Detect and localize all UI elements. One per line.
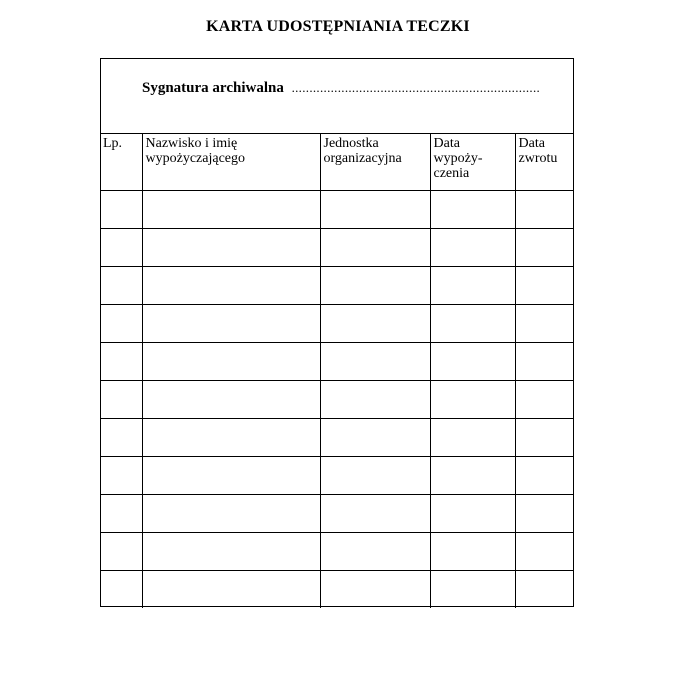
cell-return-date <box>515 456 574 494</box>
cell-borrower-name <box>142 532 320 570</box>
cell-loan-date <box>430 418 515 456</box>
table-header-row <box>100 133 574 190</box>
signature-dotted-line: ...................................................................... <box>291 80 541 95</box>
cell-organizational-unit <box>320 304 430 342</box>
cell-borrower-name <box>142 380 320 418</box>
cell-borrower-name <box>142 190 320 228</box>
table-row <box>100 532 574 570</box>
cell-organizational-unit <box>320 228 430 266</box>
cell-loan-date <box>430 456 515 494</box>
header-loan-date <box>430 133 515 190</box>
cell-organizational-unit <box>320 266 430 304</box>
cell-loan-date <box>430 342 515 380</box>
cell-return-date <box>515 228 574 266</box>
cell-return-date <box>515 342 574 380</box>
cell-loan-date <box>430 570 515 608</box>
cell-loan-date <box>430 380 515 418</box>
header-line: Nazwisko i imię <box>145 136 238 151</box>
cell-return-date <box>515 266 574 304</box>
header-return-date <box>515 133 574 190</box>
cell-loan-date <box>430 266 515 304</box>
cell-lp <box>100 190 142 228</box>
cell-loan-date <box>430 228 515 266</box>
cell-borrower-name <box>142 456 320 494</box>
cell-loan-date <box>430 304 515 342</box>
cell-organizational-unit <box>320 494 430 532</box>
table-row <box>100 418 574 456</box>
cell-lp <box>100 418 142 456</box>
table-row <box>100 380 574 418</box>
cell-organizational-unit <box>320 456 430 494</box>
header-lp <box>100 133 142 190</box>
table-row <box>100 494 574 532</box>
cell-loan-date <box>430 190 515 228</box>
signature-label: Sygnatura archiwalna <box>142 80 284 96</box>
table-row <box>100 456 574 494</box>
cell-lp <box>100 342 142 380</box>
header-line: Data <box>518 136 545 151</box>
cell-lp <box>100 304 142 342</box>
header-organizational-unit <box>320 133 430 190</box>
cell-organizational-unit <box>320 190 430 228</box>
cell-lp <box>100 456 142 494</box>
cell-return-date <box>515 532 574 570</box>
header-line: Lp. <box>103 136 123 151</box>
table-body <box>100 190 574 608</box>
cell-organizational-unit <box>320 532 430 570</box>
cell-return-date <box>515 570 574 608</box>
cell-loan-date <box>430 494 515 532</box>
cell-lp <box>100 266 142 304</box>
lending-card <box>100 58 574 607</box>
document-title: KARTA UDOSTĘPNIANIA TECZKI <box>206 18 470 35</box>
table-row <box>100 266 574 304</box>
header-line: organizacyjna <box>323 151 402 166</box>
header-line: wypoży- <box>433 151 483 166</box>
cell-return-date <box>515 418 574 456</box>
header-line: Jednostka <box>323 136 379 151</box>
header-line: zwrotu <box>518 151 558 166</box>
cell-borrower-name <box>142 304 320 342</box>
cell-organizational-unit <box>320 380 430 418</box>
cell-lp <box>100 380 142 418</box>
cell-lp <box>100 494 142 532</box>
cell-organizational-unit <box>320 570 430 608</box>
cell-return-date <box>515 380 574 418</box>
table-row <box>100 304 574 342</box>
cell-lp <box>100 228 142 266</box>
header-borrower-name <box>142 133 320 190</box>
cell-borrower-name <box>142 228 320 266</box>
cell-borrower-name <box>142 266 320 304</box>
table-row <box>100 228 574 266</box>
cell-return-date <box>515 304 574 342</box>
cell-borrower-name <box>142 570 320 608</box>
cell-borrower-name <box>142 342 320 380</box>
cell-lp <box>100 532 142 570</box>
cell-borrower-name <box>142 494 320 532</box>
signature-row <box>101 59 573 134</box>
table-row <box>100 190 574 228</box>
cell-lp <box>100 570 142 608</box>
cell-loan-date <box>430 532 515 570</box>
cell-borrower-name <box>142 418 320 456</box>
cell-organizational-unit <box>320 418 430 456</box>
cell-organizational-unit <box>320 342 430 380</box>
lending-table <box>100 133 574 608</box>
header-line: wypożyczającego <box>145 151 245 166</box>
header-line: Data <box>433 136 460 151</box>
header-line: czenia <box>433 166 470 181</box>
table-row <box>100 342 574 380</box>
cell-return-date <box>515 190 574 228</box>
signature-field <box>142 80 540 97</box>
cell-return-date <box>515 494 574 532</box>
table-row <box>100 570 574 608</box>
